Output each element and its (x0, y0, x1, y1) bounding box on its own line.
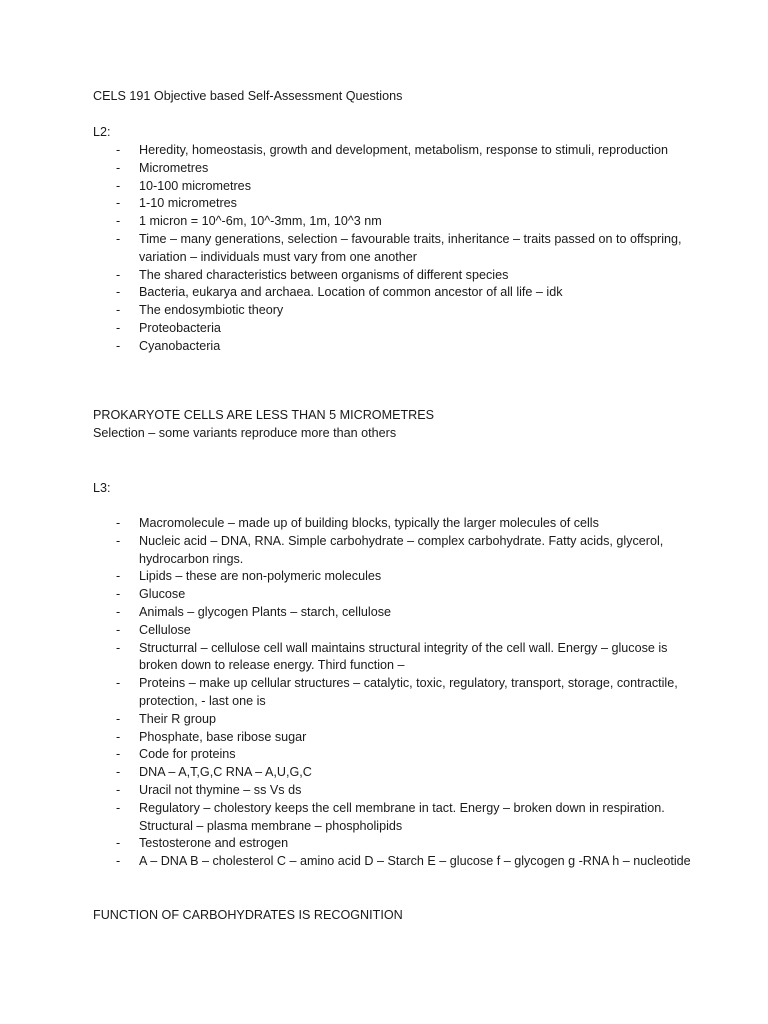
note-prokaryote-size: PROKARYOTE CELLS ARE LESS THAN 5 MICROMETRES (93, 408, 435, 422)
list-item: - Regulatory – cholestory keeps the cell membrane in tact. Energy – broken down in respiration. Structural – plasma membrane – phospholipids (93, 800, 693, 836)
list-item: - Code for proteins (93, 746, 693, 764)
list-item: - Heredity, homeostasis, growth and development, metabolism, response to stimuli, reproduction (93, 142, 693, 160)
list-item: - The endosymbiotic theory (93, 302, 693, 320)
document-title: CELS 191 Objective based Self-Assessment Questions (93, 89, 403, 103)
list-item: - Micrometres (93, 160, 693, 178)
list-item: - Testosterone and estrogen (93, 835, 693, 853)
list-item: - Animals – glycogen Plants – starch, cellulose (93, 604, 693, 622)
section-heading-l2: L2: (93, 125, 111, 139)
list-item: - Structurral – cellulose cell wall maintains structural integrity of the cell wall. Energy – glucose is broken down to release energy. Third function – (93, 640, 693, 676)
list-item: - The shared characteristics between organisms of different species (93, 267, 693, 285)
l3-answer-list (93, 515, 693, 871)
list-item: - Proteobacteria (93, 320, 693, 338)
note-carbohydrate-function: FUNCTION OF CARBOHYDRATES IS RECOGNITION (93, 908, 403, 922)
list-item: - Cyanobacteria (93, 338, 693, 356)
section-heading-l3: L3: (93, 481, 111, 495)
list-item: - 10-100 micrometres (93, 178, 693, 196)
list-item: - Time – many generations, selection – favourable traits, inheritance – traits passed on to offspring, variation – individuals must vary from one another (93, 231, 693, 267)
list-item: - Uracil not thymine – ss Vs ds (93, 782, 693, 800)
list-item: - A – DNA B – cholesterol C – amino acid D – Starch E – glucose f – glycogen g -RNA h – nucleotide (93, 853, 693, 871)
l2-answer-list (93, 142, 693, 356)
list-item: - Proteins – make up cellular structures – catalytic, toxic, regulatory, transport, storage, contractile, protection, - last one is (93, 675, 693, 711)
list-item: - Glucose (93, 586, 693, 604)
list-item: - Their R group (93, 711, 693, 729)
list-item: - 1-10 micrometres (93, 195, 693, 213)
list-item: - Nucleic acid – DNA, RNA. Simple carbohydrate – complex carbohydrate. Fatty acids, glycerol, hydrocarbon rings. (93, 533, 693, 569)
list-item: - Macromolecule – made up of building blocks, typically the larger molecules of cells (93, 515, 693, 533)
note-selection: Selection – some variants reproduce more than others (93, 426, 397, 440)
list-item: - Phosphate, base ribose sugar (93, 729, 693, 747)
list-item: - DNA – A,T,G,C RNA – A,U,G,C (93, 764, 693, 782)
list-item: - 1 micron = 10^-6m, 10^-3mm, 1m, 10^3 nm (93, 213, 693, 231)
list-item: - Lipids – these are non-polymeric molecules (93, 568, 693, 586)
list-item: - Cellulose (93, 622, 693, 640)
list-item: - Bacteria, eukarya and archaea. Location of common ancestor of all life – idk (93, 284, 693, 302)
